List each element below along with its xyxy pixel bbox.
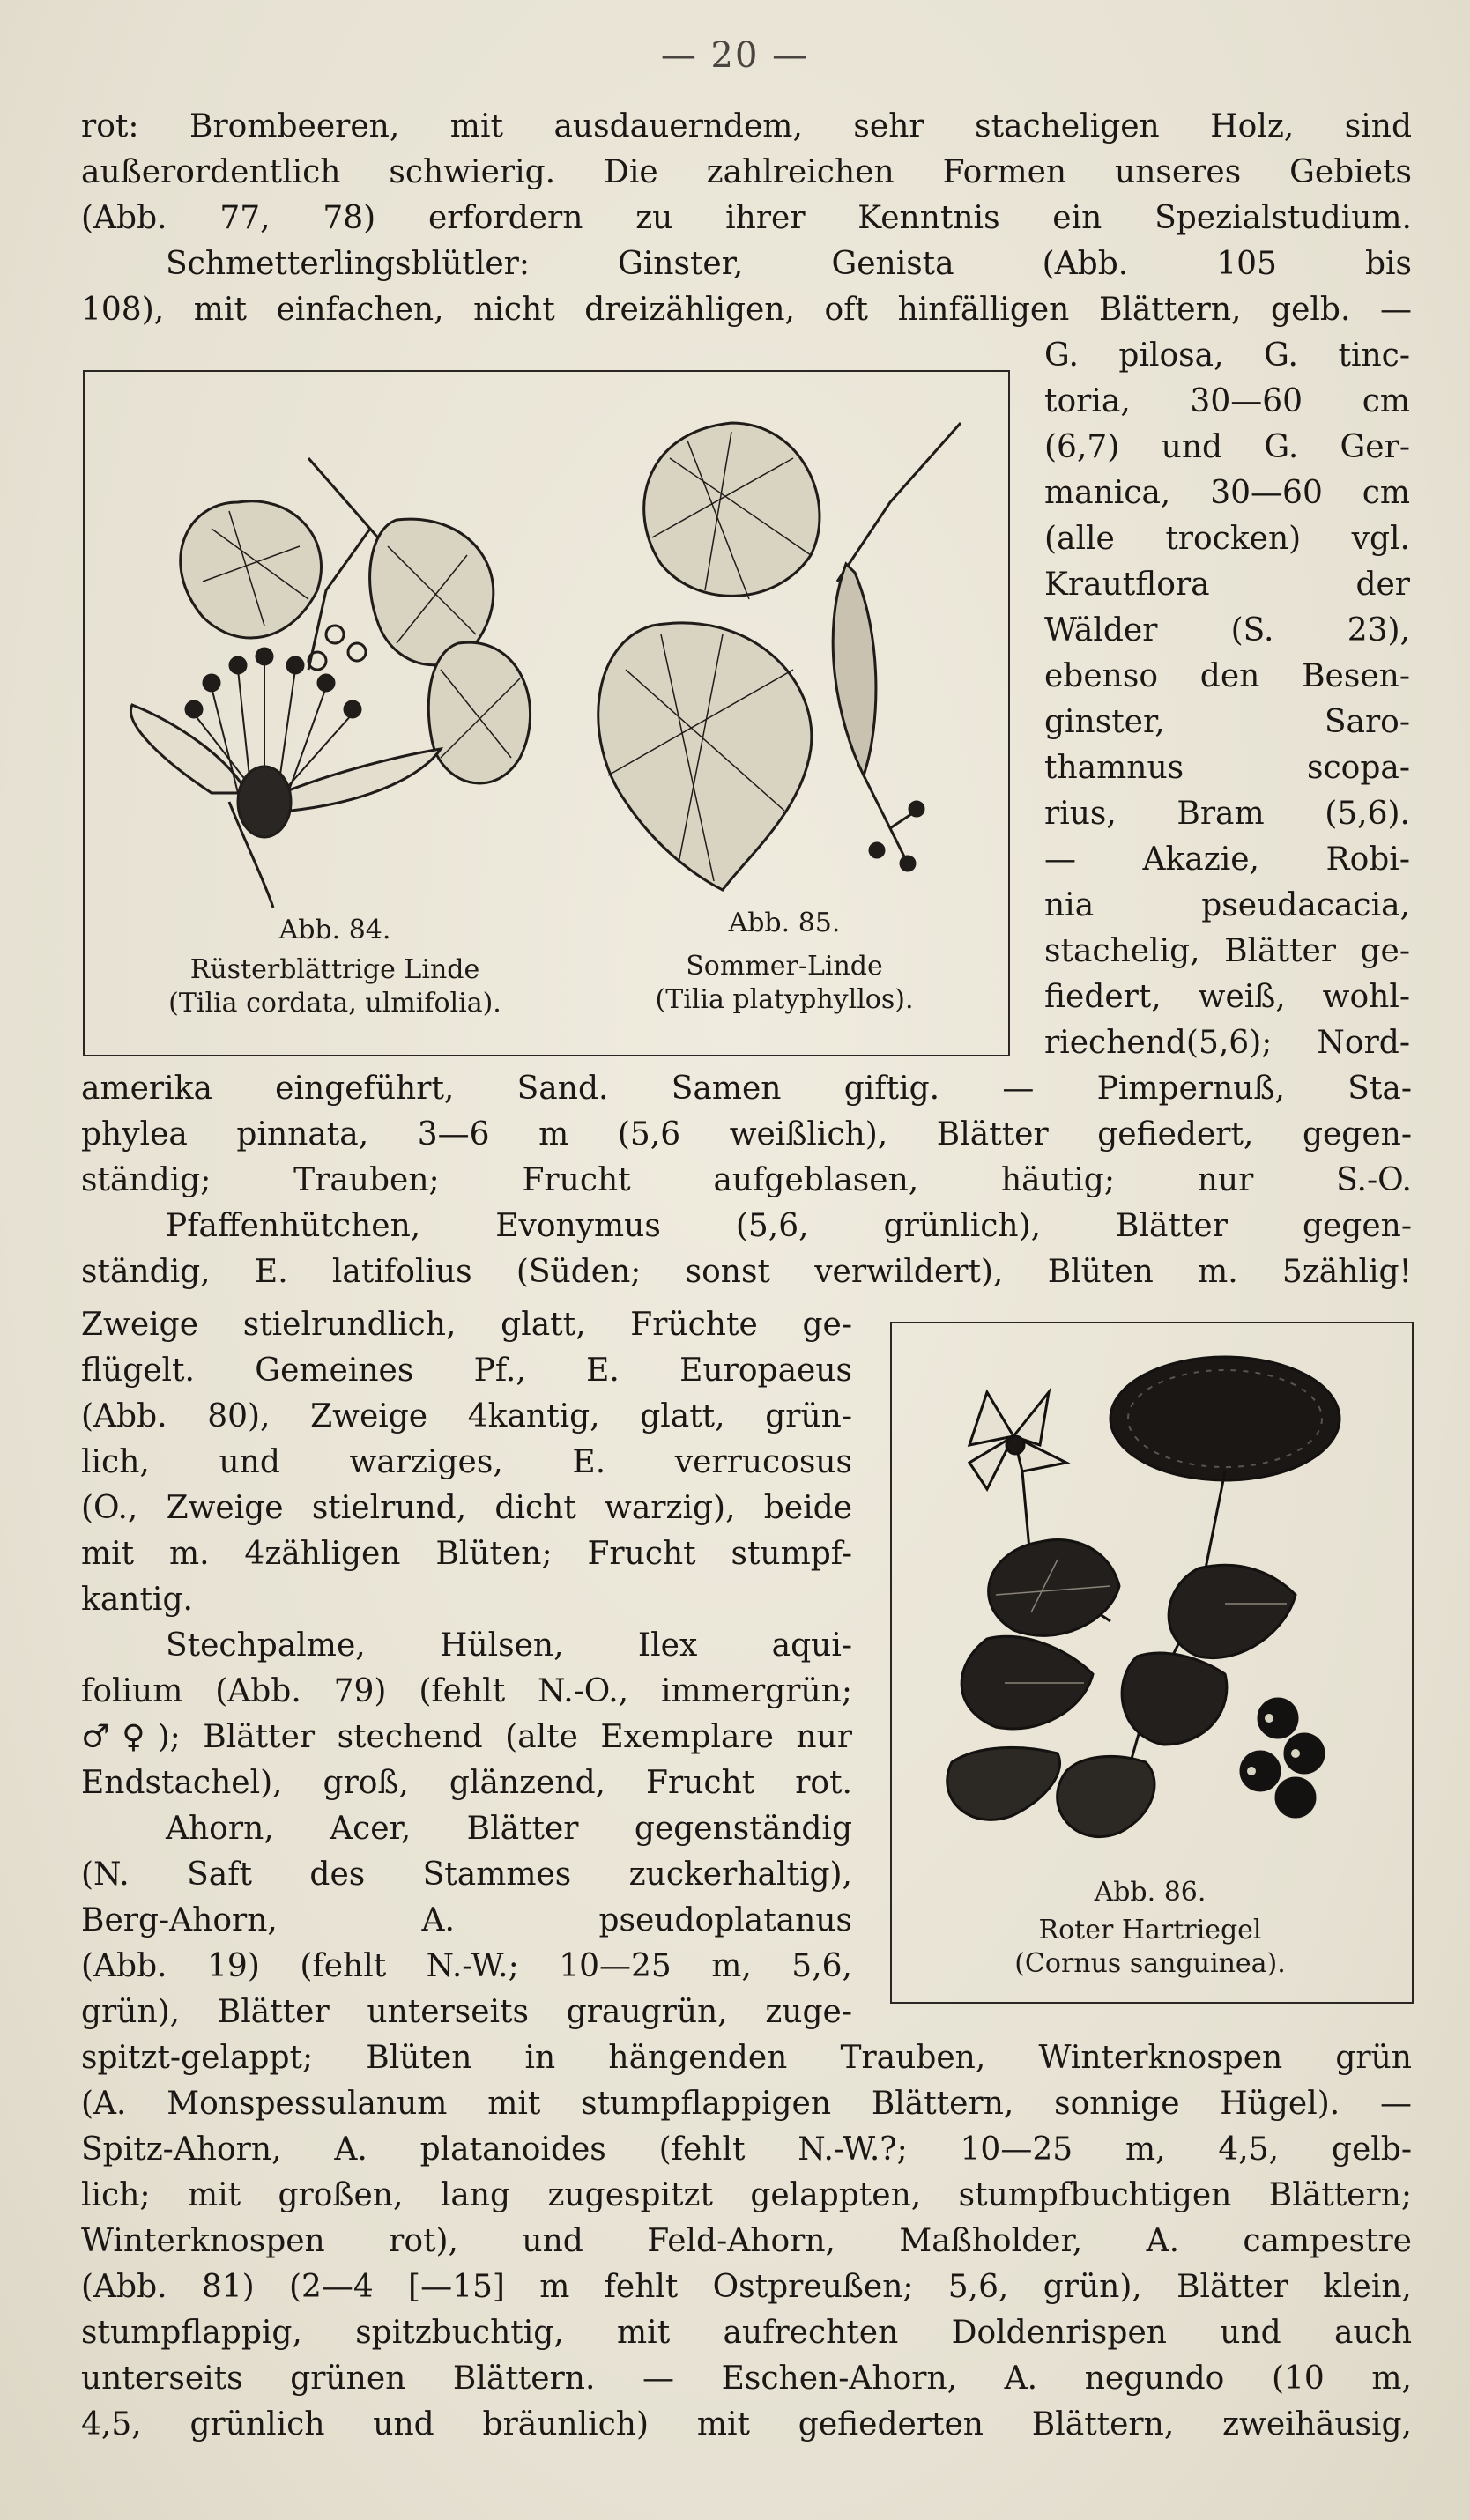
text-line: grün), Blätter unterseits graugrün, zuge- <box>81 1994 852 2030</box>
text-line: G. pilosa, G. tinc- <box>1044 337 1410 374</box>
text-line: Wälder (S. 23), <box>1044 612 1410 649</box>
figure-label: Abb. 85. <box>728 908 841 938</box>
text-line: Winterknospen rot), und Feld-Ahorn, Maßholder, A. campestre <box>81 2223 1412 2259</box>
text-line: stumpflappig, spitzbuchtig, mit aufrechten Doldenrispen und auch <box>81 2315 1412 2351</box>
text-line: fiedert, weiß, wohl- <box>1044 979 1410 1015</box>
text-line: thamnus scopa- <box>1044 750 1410 786</box>
text-line: (O., Zweige stielrund, dicht warzig), beide <box>81 1490 852 1526</box>
text-line: manica, 30—60 cm <box>1044 475 1410 511</box>
text-line: ebenso den Besen- <box>1044 658 1410 694</box>
text-line: ständig; Trauben; Frucht aufgeblasen, häutig; nur S.-O. <box>81 1162 1412 1198</box>
linden-cordata-illustration <box>106 423 564 916</box>
text-line: spitzt-gelappt; Blüten in hängenden Trauben, Winterknospen grün <box>81 2040 1412 2076</box>
text-line: (N. Saft des Stammes zuckerhaltig), <box>81 1857 852 1893</box>
text-line: (Abb. 19) (fehlt N.-W.; 10—25 m, 5,6, <box>81 1948 852 1984</box>
text-line: stachelig, Blätter ge- <box>1044 933 1410 969</box>
text-line: (Abb. 77, 78) erfordern zu ihrer Kenntnis ein Spezialstudium. <box>81 200 1412 236</box>
figure-label: Abb. 84. <box>278 915 391 945</box>
text-line: Zweige stielrundlich, glatt, Früchte ge- <box>81 1307 852 1343</box>
figure-label: Abb. 86. <box>1094 1877 1206 1908</box>
text-line: 4,5, grünlich und bräunlich) mit gefiederten Blättern, zweihäusig, <box>81 2406 1412 2442</box>
text-line: riechend(5,6); Nord- <box>1044 1025 1410 1061</box>
linden-platyphyllos-illustration <box>573 405 987 899</box>
text-line: lich; mit großen, lang zugespitzt gelappten, stumpfbuchtigen Blättern; <box>81 2177 1412 2213</box>
cornus-sanguinea-illustration <box>934 1339 1375 1868</box>
page-number: — 20 — <box>660 35 810 76</box>
text-line: (Abb. 81) (2—4 [—15] m fehlt Ostpreußen; 5,6, grün), Blätter klein, <box>81 2269 1412 2305</box>
text-line: Schmetterlingsblütler: Ginster, Genista (Abb. 105 bis <box>166 246 1412 282</box>
text-line: amerika eingeführt, Sand. Samen giftig. — Pimpernuß, Sta- <box>81 1071 1412 1107</box>
figure-caption: Sommer-Linde <box>686 951 883 982</box>
text-line: flügelt. Gemeines Pf., E. Europaeus <box>81 1353 852 1389</box>
text-line: außerordentlich schwierig. Die zahlreichen Formen unseres Gebiets <box>81 154 1412 190</box>
text-line: kantig. <box>81 1582 193 1618</box>
text-line: Stechpalme, Hülsen, Ilex aqui- <box>166 1627 852 1664</box>
text-line: ginster, Saro- <box>1044 704 1410 740</box>
text-line: 108), mit einfachen, nicht dreizähligen, oft hinfälligen Blättern, gelb. — <box>81 292 1412 328</box>
text-line: rius, Bram (5,6). <box>1044 796 1410 832</box>
text-line: unterseits grünen Blättern. — Eschen-Ahorn, A. negundo (10 m, <box>81 2361 1412 2397</box>
text-line: rot: Brombeeren, mit ausdauerndem, sehr stacheligen Holz, sind <box>81 108 1412 145</box>
text-line: phylea pinnata, 3—6 m (5,6 weißlich), Blätter gefiedert, gegen- <box>81 1116 1412 1153</box>
text-line: (6,7) und G. Ger- <box>1044 429 1410 465</box>
text-line: folium (Abb. 79) (fehlt N.-O., immergrün; <box>81 1673 852 1709</box>
text-line: Krautflora der <box>1044 567 1410 603</box>
text-line: (alle trocken) vgl. <box>1044 521 1410 557</box>
text-line: (Abb. 80), Zweige 4kantig, glatt, grün- <box>81 1398 852 1434</box>
text-line: ständig, E. latifolius (Süden; sonst verwildert), Blüten m. 5zählig! <box>81 1254 1412 1290</box>
text-line: mit m. 4zähligen Blüten; Frucht stumpf- <box>81 1536 852 1572</box>
text-line: Spitz-Ahorn, A. platanoides (fehlt N.-W.?; 10—25 m, 4,5, gelb- <box>81 2131 1412 2168</box>
figure-caption: Roter Hartriegel <box>1038 1915 1262 1946</box>
figure-caption: Rüsterblättrige Linde <box>189 954 480 985</box>
text-line: Pfaffenhütchen, Evonymus (5,6, grünlich), Blätter gegen- <box>166 1208 1412 1244</box>
text-line: ♂♀); Blätter stechend (alte Exemplare nur <box>81 1719 852 1755</box>
text-line: — Akazie, Robi- <box>1044 841 1410 878</box>
text-line: Endstachel), groß, glänzend, Frucht rot. <box>81 1765 852 1801</box>
figure-caption: (Cornus sanguinea). <box>1014 1948 1286 1979</box>
figure-caption: (Tilia cordata, ulmifolia). <box>168 988 501 1019</box>
text-line: Berg-Ahorn, A. pseudoplatanus <box>81 1902 852 1938</box>
text-line: nia pseudacacia, <box>1044 887 1410 923</box>
text-line: toria, 30—60 cm <box>1044 383 1410 419</box>
text-line: lich, und warziges, E. verrucosus <box>81 1444 852 1480</box>
text-line: Ahorn, Acer, Blätter gegenständig <box>166 1811 852 1847</box>
text-line: (A. Monspessulanum mit stumpflappigen Blättern, sonnige Hügel). — <box>81 2086 1412 2122</box>
figure-caption: (Tilia platyphyllos). <box>655 984 914 1015</box>
